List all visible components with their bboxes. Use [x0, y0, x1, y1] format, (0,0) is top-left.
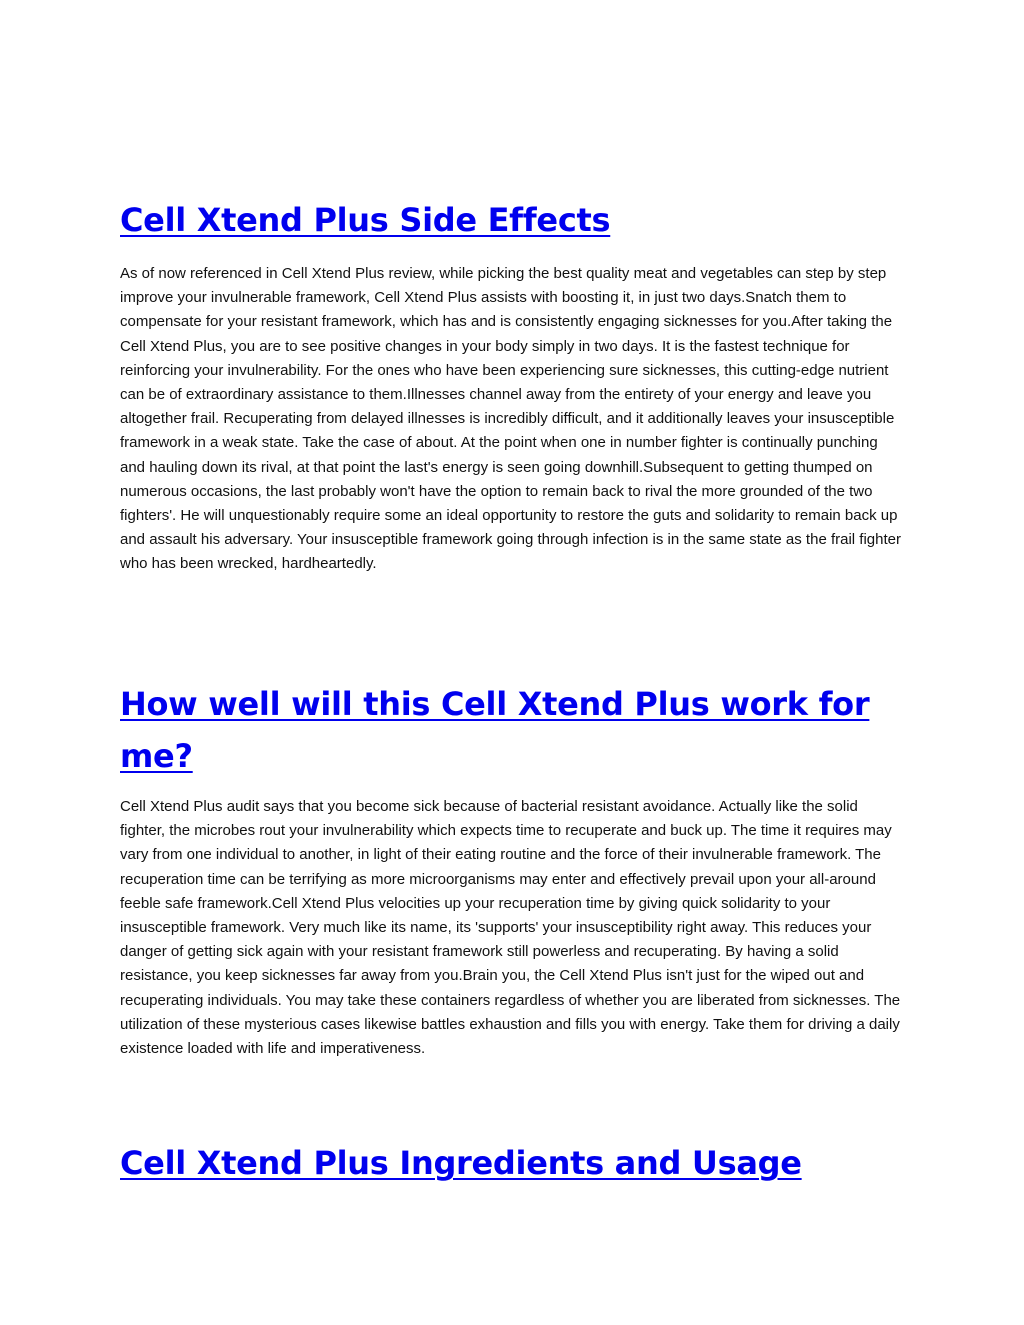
paragraph-how-well: Cell Xtend Plus audit says that you become sick because of bacterial resistant avoidance. Actually like the solid fighter, the microbes rout your invulnerability which expects time to recuperate and buck up. The time it requires may vary from one individual to another, in light of their eating routine and the force of their invulnerable framework. The recuperation time can be terrifying as more microorganisms may enter and effectively prevail upon your all-around feeble safe framework.Cell Xtend Plus velocities up your recuperation time by giving quick solidarity to your insusceptible framework. Very much like its name, its 'supports' your insusceptibility right away. This reduces your danger of getting sick again with your resistant framework still powerless and recuperating. By having a solid resistance, you keep sicknesses far away from you.Brain you, the Cell Xtend Plus isn't just for the wiped out and recuperating individuals. You may take these containers regardless of whether you are liberated from sicknesses. The utilization of these mysterious cases likewise battles exhaustion and fills you with energy. Take them for driving a daily existence loaded with life and imperativeness.	[120, 798, 901, 1058]
heading-how-well-link[interactable]: How well will this Cell Xtend Plus work for me?	[120, 685, 870, 775]
heading-side-effects-link[interactable]: Cell Xtend Plus Side Effects	[120, 201, 611, 239]
paragraph-side-effects: As of now referenced in Cell Xtend Plus review, while picking the best quality meat and vegetables can step by step improve your invulnerable framework, Cell Xtend Plus assists with boosting it, in just two days.Snatch them to compensate for your resistant framework, which has and is consistently engaging sicknesses for you.After taking the Cell Xtend Plus, you are to see positive changes in your body simply in two days. It is the fastest technique for reinforcing your invulnerability. For the ones who have been experiencing sure sicknesses, this cutting-edge nutrient can be of extraordinary assistance to them.Illnesses channel away from the entirety of your energy and leave you altogether frail. Recuperating from delayed illnesses is incredibly difficult, and it additionally leaves your insusceptible framework in a weak state. Take the case of about. At the point when one in number fighter is continually punching and hauling down its rival, at that point the last's energy is seen going downhill.Subsequent to getting thumped on numerous occasions, the last probably won't have the option to remain back to rival the more grounded of the two fighters'. He will unquestionably require some an ideal opportunity to restore the guts and solidarity to remain back up and assault his adversary. Your insusceptible framework going through infection is in the same state as the frail fighter who has been wrecked, hardheartedly.	[120, 265, 901, 573]
heading-ingredients-link[interactable]: Cell Xtend Plus Ingredients and Usage	[120, 1144, 802, 1182]
